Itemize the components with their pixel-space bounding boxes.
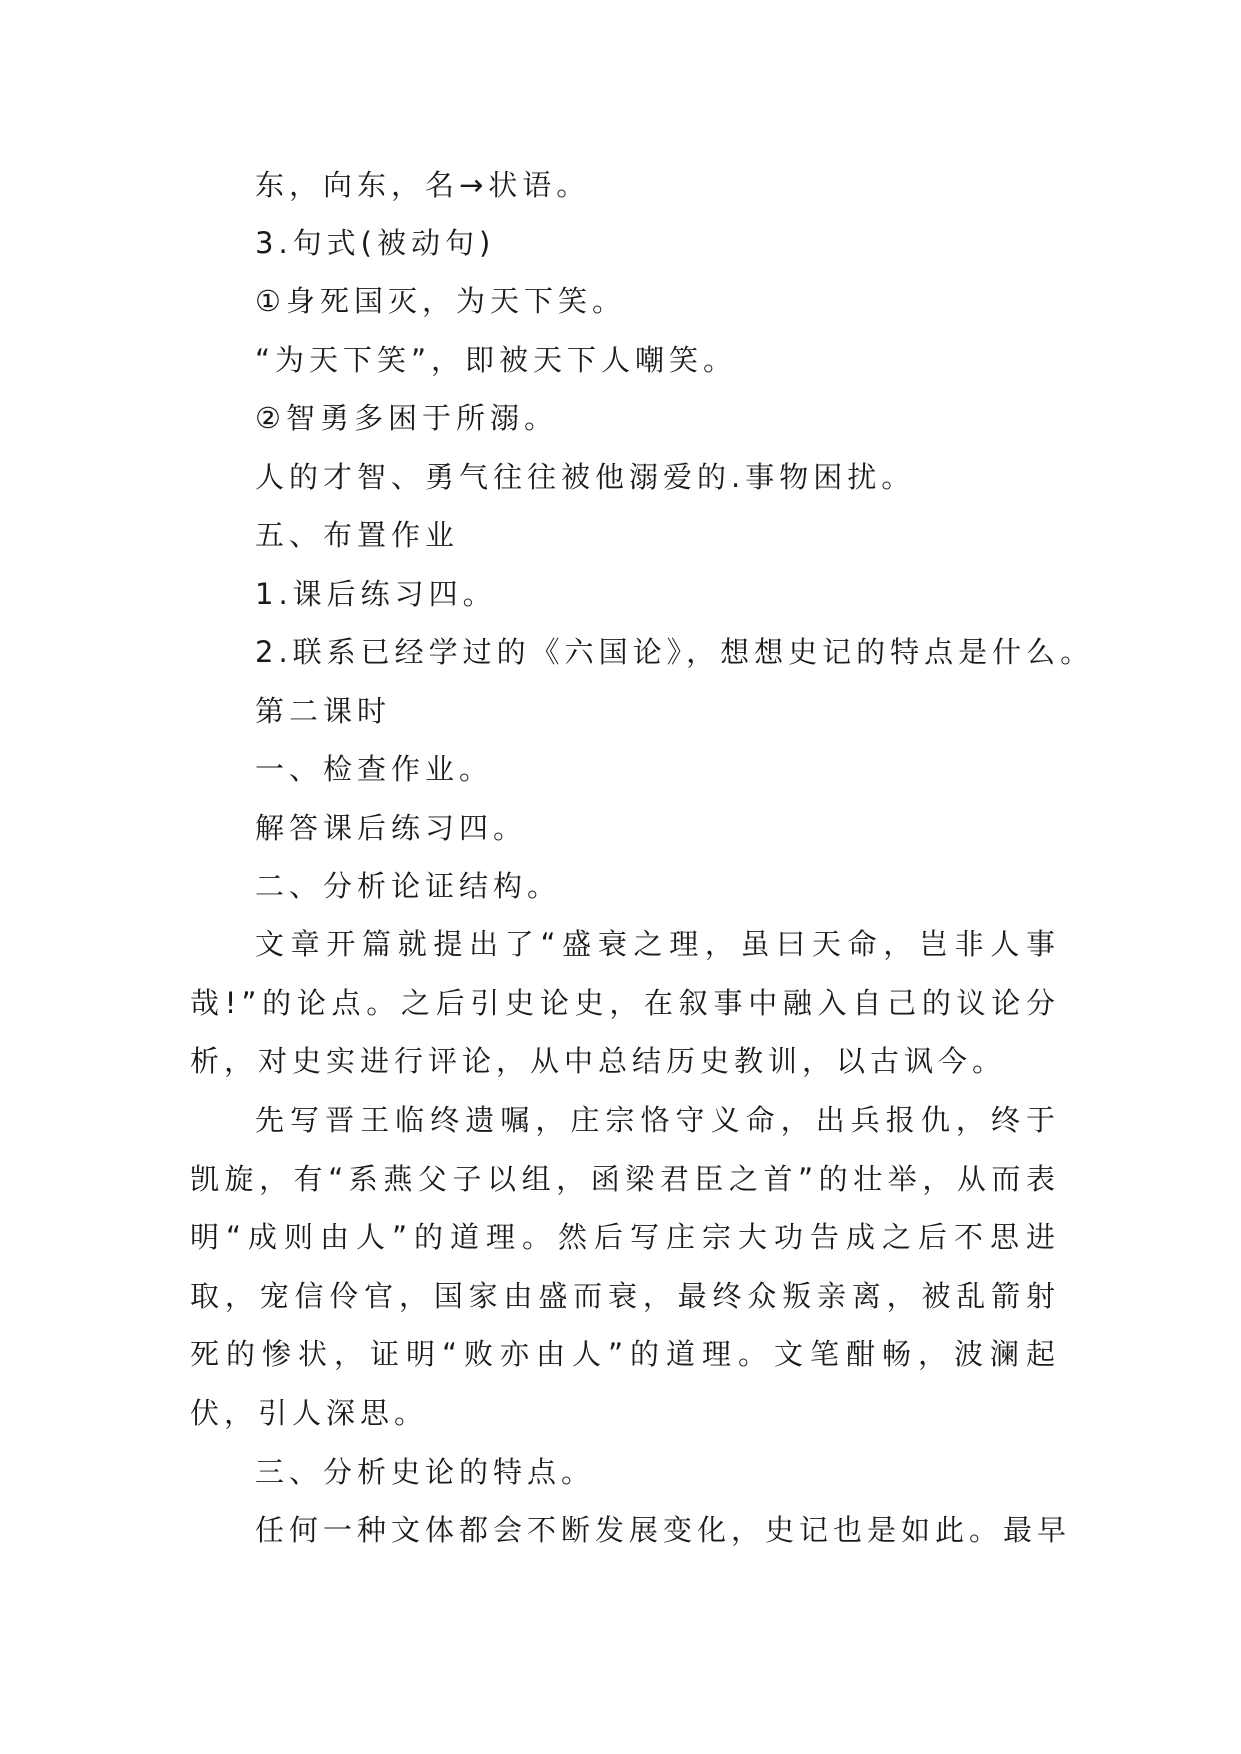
text-line: 3.句式(被动句) bbox=[255, 226, 496, 260]
text-line: 解答课后练习四。 bbox=[255, 811, 528, 845]
section-heading: 第二课时 bbox=[255, 694, 392, 728]
section-heading: 二、分析论证结构。 bbox=[255, 869, 562, 903]
text-line: 人的才智、勇气往往被他溺爱的.事物困扰。 bbox=[255, 460, 916, 494]
text-line: 东，向东，名→状语。 bbox=[255, 168, 591, 202]
paragraph: 先写晋王临终遗嘱，庄宗恪守义命，出兵报仇，终于凯旋，有“系燕父子以组，函梁君臣之首”的壮举，从而表明“成则由人”的道理。然后写庄宗大功告成之后不思进取，宠信伶官，国家由盛而衰，最终众叛亲离，被乱箭射死的惨状，证明“败亦由人”的道理。文笔酣畅，波澜起伏，引人深思。 bbox=[190, 1103, 1060, 1430]
text-line: ②智勇多困于所溺。 bbox=[255, 401, 558, 435]
paragraph: 文章开篇就提出了“盛衰之理，虽曰天命，岂非人事哉!”的论点。之后引史论史，在叙事中融入自己的议论分析，对史实进行评论，从中总结历史教训，以古讽今。 bbox=[190, 927, 1060, 1078]
section-heading: 一、检查作业。 bbox=[255, 752, 494, 786]
text-line: “为天下笑”，即被天下人嘲笑。 bbox=[255, 343, 738, 377]
text-line: ①身死国灭，为天下笑。 bbox=[255, 284, 626, 318]
section-heading: 三、分析史论的特点。 bbox=[255, 1455, 596, 1489]
section-heading: 五、布置作业 bbox=[255, 518, 460, 552]
text-line: 1.课后练习四。 bbox=[255, 577, 497, 611]
text-line: 2.联系已经学过的《六国论》，想想史记的特点是什么。 bbox=[255, 635, 1095, 669]
text-line: 任何一种文体都会不断发展变化，史记也是如此。最早 bbox=[255, 1513, 1072, 1547]
